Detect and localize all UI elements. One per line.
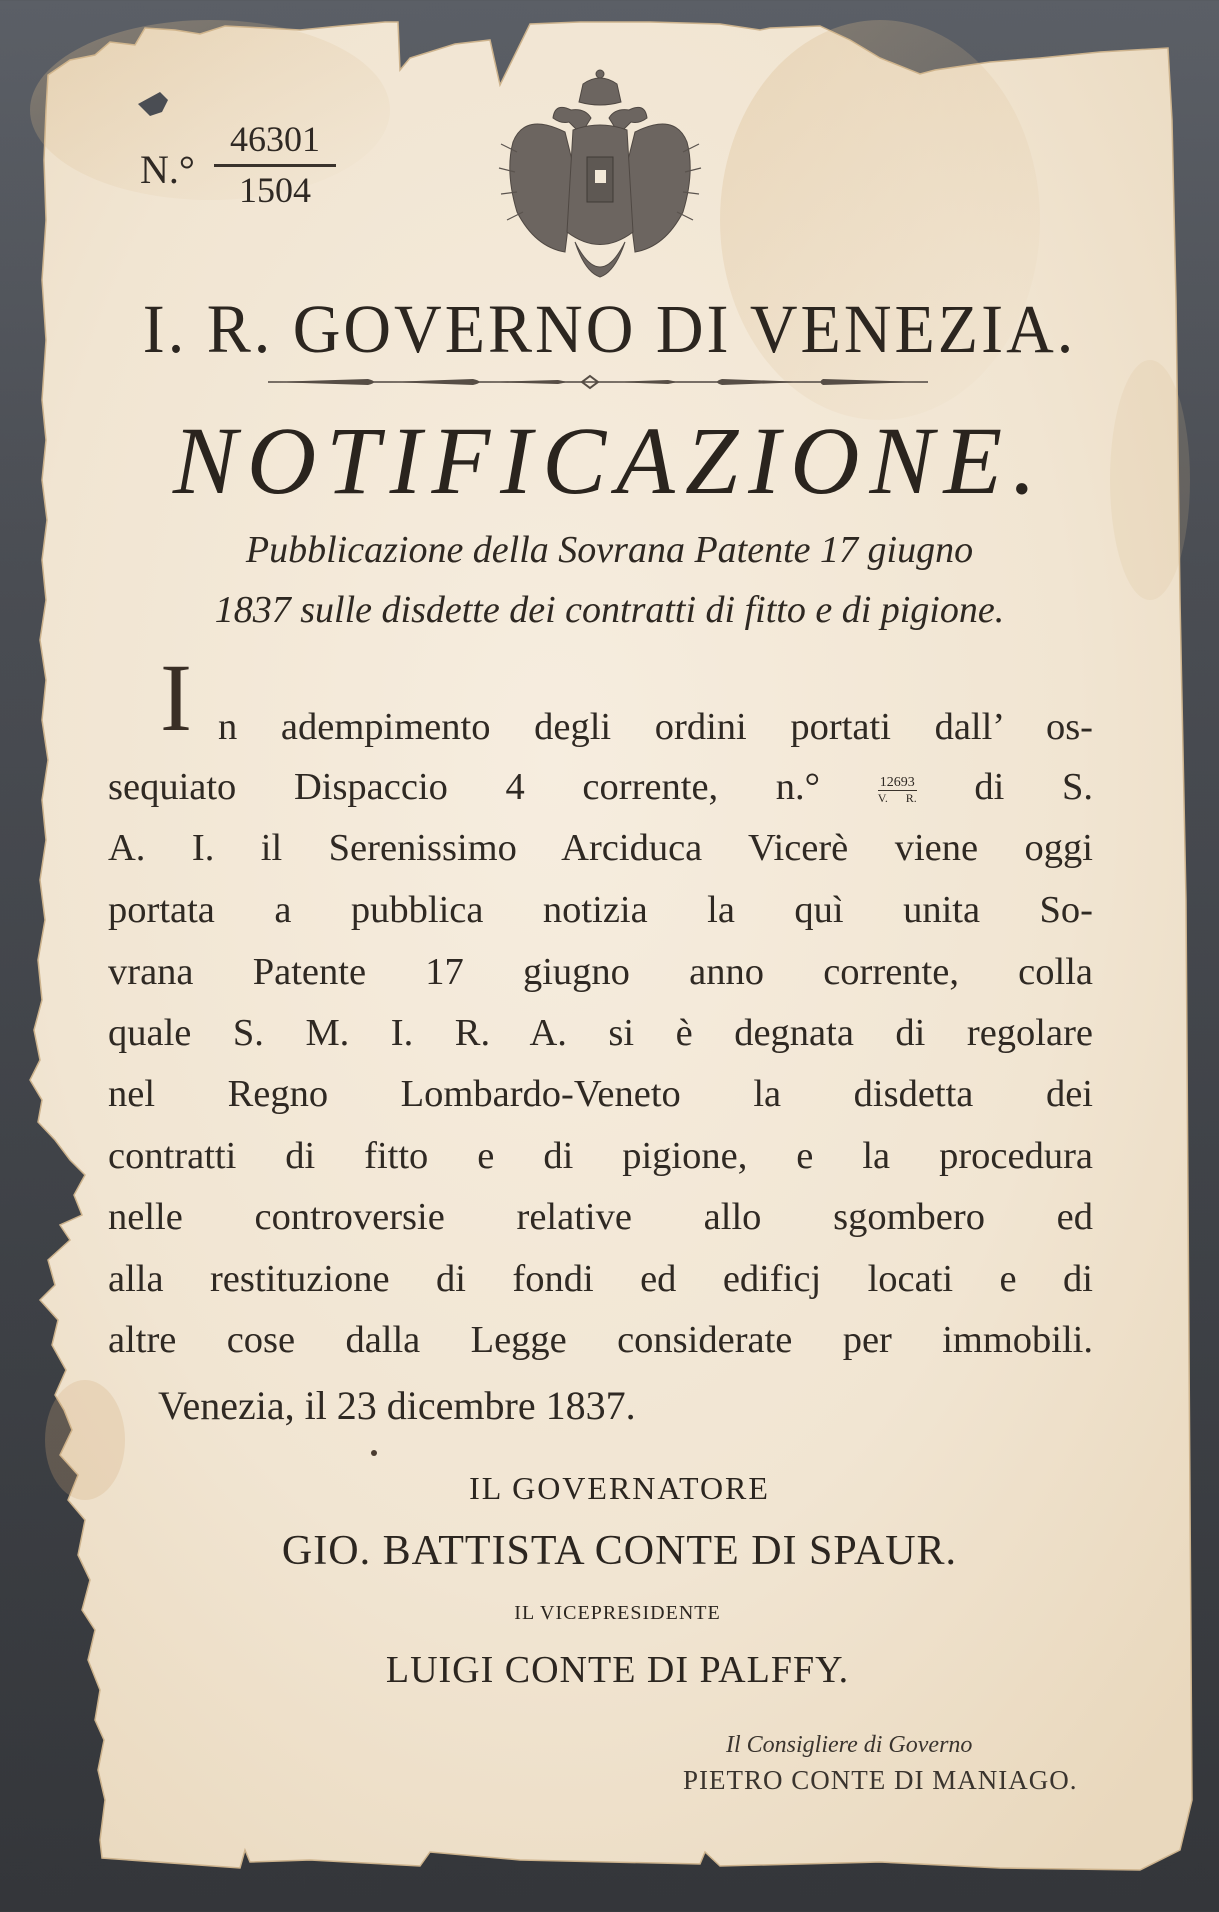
- body-line-10: alla restituzione di fondi ed edificj locati e di: [108, 1258, 1093, 1300]
- governor-name: GIO. BATTISTA CONTE DI SPAUR.: [281, 1528, 958, 1574]
- body-line-2-post: di S.: [974, 766, 1094, 808]
- subtitle-line-1: Pubblicazione della Sovrana Patente 17 giugno: [245, 529, 974, 571]
- ornamental-rule: [268, 372, 928, 392]
- vicepresident-name: LUIGI CONTE DI PALFFY.: [385, 1649, 850, 1691]
- body-line-11: altre cose dalla Legge considerate per immobili.: [108, 1319, 1093, 1361]
- body-line-3: A. I. il Serenissimo Arciduca Vicerè viene oggi: [108, 827, 1093, 869]
- protocol-label: N.°: [140, 147, 195, 192]
- drop-cap: I: [160, 644, 192, 751]
- body-line-2-pre: sequiato Dispaccio 4 corrente, n.°: [108, 766, 821, 808]
- place-date: Venezia, il 23 dicembre 1837.: [158, 1383, 636, 1428]
- subtitle-line-2: 1837 sulle disdette dei contratti di fitto e di pigione.: [214, 589, 1005, 631]
- ink-dot: [371, 1450, 377, 1456]
- issuer-heading: I. R. GOVERNO DI VENEZIA.: [142, 291, 1077, 368]
- protocol-denominator: 1504: [239, 170, 311, 210]
- body-line-2: [108, 765, 1093, 809]
- body-line-8: contratti di fitto e di pigione, e la procedura: [108, 1135, 1093, 1177]
- dispatch-number-denominator: V. R.: [877, 790, 917, 805]
- double-headed-eagle-icon: [495, 62, 705, 287]
- body-line-9: nelle controversie relative allo sgombero ed: [108, 1196, 1093, 1238]
- dispatch-number: [878, 775, 917, 806]
- body-line-7: nel Regno Lombardo-Veneto la disdetta dei: [108, 1073, 1093, 1115]
- vicepresident-title: IL VICEPRESIDENTE: [514, 1602, 721, 1624]
- councillor-name: PIETRO CONTE DI MANIAGO.: [683, 1765, 1078, 1795]
- protocol-fraction: [214, 118, 336, 211]
- document-title: NOTIFICAZIONE.: [172, 407, 1047, 514]
- councillor-title: Il Consigliere di Governo: [726, 1732, 973, 1758]
- protocol-numerator: 46301: [214, 118, 336, 167]
- dispatch-number-numerator: 12693: [879, 774, 915, 790]
- body-line-6: quale S. M. I. R. A. si è degnata di regolare: [108, 1012, 1093, 1054]
- body-line-1: n adempimento degli ordini portati dall’ os-: [218, 706, 1093, 748]
- governor-title: IL GOVERNATORE: [469, 1470, 770, 1506]
- body-line-4: portata a pubblica notizia la quì unita So-: [108, 889, 1093, 931]
- body-line-5: vrana Patente 17 giugno anno corrente, colla: [108, 951, 1093, 993]
